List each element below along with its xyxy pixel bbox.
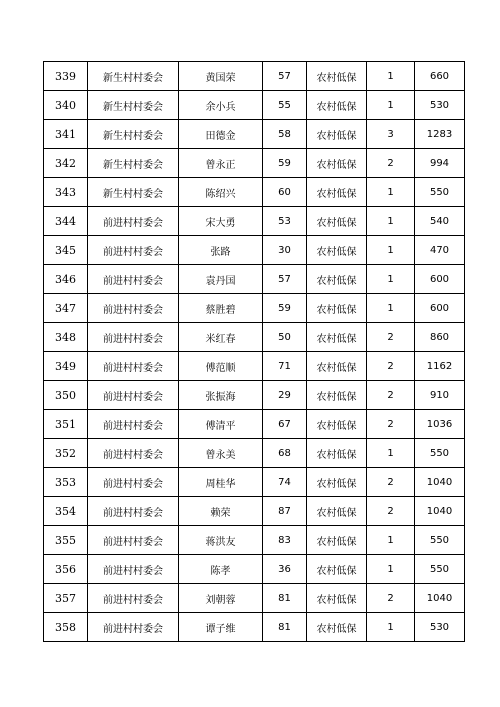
amount-cell: 470	[415, 236, 465, 265]
village-committee-cell: 前进村村委会	[88, 294, 179, 323]
person-name-cell: 刘朝蓉	[179, 584, 263, 613]
table-row	[44, 439, 465, 468]
household-count-cell: 2	[367, 323, 415, 352]
amount-cell: 1040	[415, 584, 465, 613]
amount-cell: 540	[415, 207, 465, 236]
serial-number-cell: 350	[44, 381, 88, 410]
amount-cell: 1040	[415, 497, 465, 526]
table-row	[44, 613, 465, 642]
age-cell: 59	[263, 149, 307, 178]
table-row	[44, 120, 465, 149]
age-cell: 57	[263, 265, 307, 294]
serial-number-cell: 357	[44, 584, 88, 613]
village-committee-cell: 前进村村委会	[88, 526, 179, 555]
amount-cell: 1036	[415, 410, 465, 439]
village-committee-cell: 前进村村委会	[88, 265, 179, 294]
relief-type-cell: 农村低保	[307, 381, 367, 410]
person-name-cell: 赖荣	[179, 497, 263, 526]
amount-cell: 550	[415, 439, 465, 468]
household-count-cell: 1	[367, 294, 415, 323]
person-name-cell: 余小兵	[179, 91, 263, 120]
person-name-cell: 傅清平	[179, 410, 263, 439]
village-committee-cell: 前进村村委会	[88, 439, 179, 468]
person-name-cell: 蒋洪友	[179, 526, 263, 555]
age-cell: 29	[263, 381, 307, 410]
table-row	[44, 265, 465, 294]
serial-number-cell: 358	[44, 613, 88, 642]
relief-type-cell: 农村低保	[307, 468, 367, 497]
table-row	[44, 555, 465, 584]
table-row	[44, 178, 465, 207]
relief-type-cell: 农村低保	[307, 236, 367, 265]
relief-type-cell: 农村低保	[307, 555, 367, 584]
relief-type-cell: 农村低保	[307, 410, 367, 439]
amount-cell: 550	[415, 555, 465, 584]
serial-number-cell: 342	[44, 149, 88, 178]
amount-cell: 550	[415, 526, 465, 555]
age-cell: 58	[263, 120, 307, 149]
age-cell: 87	[263, 497, 307, 526]
age-cell: 68	[263, 439, 307, 468]
amount-cell: 550	[415, 178, 465, 207]
amount-cell: 1283	[415, 120, 465, 149]
village-committee-cell: 新生村村委会	[88, 91, 179, 120]
village-committee-cell: 前进村村委会	[88, 584, 179, 613]
household-count-cell: 1	[367, 207, 415, 236]
age-cell: 55	[263, 91, 307, 120]
household-count-cell: 2	[367, 381, 415, 410]
amount-cell: 910	[415, 381, 465, 410]
village-committee-cell: 前进村村委会	[88, 555, 179, 584]
relief-type-cell: 农村低保	[307, 323, 367, 352]
relief-type-cell: 农村低保	[307, 352, 367, 381]
table-row	[44, 410, 465, 439]
table-row	[44, 352, 465, 381]
person-name-cell: 曾永正	[179, 149, 263, 178]
household-count-cell: 2	[367, 410, 415, 439]
relief-type-cell: 农村低保	[307, 207, 367, 236]
household-count-cell: 1	[367, 91, 415, 120]
person-name-cell: 蔡胜碧	[179, 294, 263, 323]
relief-type-cell: 农村低保	[307, 265, 367, 294]
village-committee-cell: 前进村村委会	[88, 323, 179, 352]
serial-number-cell: 345	[44, 236, 88, 265]
relief-type-cell: 农村低保	[307, 62, 367, 91]
serial-number-cell: 339	[44, 62, 88, 91]
relief-type-cell: 农村低保	[307, 439, 367, 468]
serial-number-cell: 346	[44, 265, 88, 294]
serial-number-cell: 341	[44, 120, 88, 149]
age-cell: 83	[263, 526, 307, 555]
serial-number-cell: 355	[44, 526, 88, 555]
table-row	[44, 91, 465, 120]
relief-type-cell: 农村低保	[307, 294, 367, 323]
serial-number-cell: 340	[44, 91, 88, 120]
amount-cell: 994	[415, 149, 465, 178]
table-row	[44, 468, 465, 497]
amount-cell: 600	[415, 294, 465, 323]
village-committee-cell: 前进村村委会	[88, 410, 179, 439]
table-row	[44, 323, 465, 352]
relief-roster-table	[43, 61, 465, 642]
relief-type-cell: 农村低保	[307, 91, 367, 120]
age-cell: 71	[263, 352, 307, 381]
age-cell: 36	[263, 555, 307, 584]
village-committee-cell: 新生村村委会	[88, 120, 179, 149]
table-body	[44, 62, 465, 642]
person-name-cell: 张路	[179, 236, 263, 265]
village-committee-cell: 前进村村委会	[88, 352, 179, 381]
village-committee-cell: 新生村村委会	[88, 149, 179, 178]
age-cell: 74	[263, 468, 307, 497]
age-cell: 60	[263, 178, 307, 207]
person-name-cell: 陈孝	[179, 555, 263, 584]
table-row	[44, 149, 465, 178]
table-row	[44, 236, 465, 265]
age-cell: 30	[263, 236, 307, 265]
age-cell: 59	[263, 294, 307, 323]
relief-type-cell: 农村低保	[307, 178, 367, 207]
household-count-cell: 3	[367, 120, 415, 149]
household-count-cell: 2	[367, 149, 415, 178]
person-name-cell: 傅范顺	[179, 352, 263, 381]
household-count-cell: 1	[367, 62, 415, 91]
household-count-cell: 2	[367, 352, 415, 381]
serial-number-cell: 351	[44, 410, 88, 439]
relief-type-cell: 农村低保	[307, 120, 367, 149]
person-name-cell: 曾永美	[179, 439, 263, 468]
household-count-cell: 1	[367, 613, 415, 642]
table-row	[44, 584, 465, 613]
serial-number-cell: 353	[44, 468, 88, 497]
household-count-cell: 1	[367, 236, 415, 265]
age-cell: 81	[263, 613, 307, 642]
age-cell: 50	[263, 323, 307, 352]
relief-type-cell: 农村低保	[307, 149, 367, 178]
household-count-cell: 1	[367, 178, 415, 207]
amount-cell: 600	[415, 265, 465, 294]
table-row	[44, 381, 465, 410]
table-row	[44, 526, 465, 555]
table-row	[44, 497, 465, 526]
person-name-cell: 宋大勇	[179, 207, 263, 236]
relief-type-cell: 农村低保	[307, 613, 367, 642]
household-count-cell: 1	[367, 439, 415, 468]
village-committee-cell: 前进村村委会	[88, 613, 179, 642]
household-count-cell: 2	[367, 584, 415, 613]
table-row	[44, 207, 465, 236]
amount-cell: 660	[415, 62, 465, 91]
person-name-cell: 张振海	[179, 381, 263, 410]
serial-number-cell: 347	[44, 294, 88, 323]
village-committee-cell: 前进村村委会	[88, 468, 179, 497]
serial-number-cell: 356	[44, 555, 88, 584]
age-cell: 81	[263, 584, 307, 613]
village-committee-cell: 前进村村委会	[88, 207, 179, 236]
age-cell: 67	[263, 410, 307, 439]
amount-cell: 860	[415, 323, 465, 352]
relief-type-cell: 农村低保	[307, 497, 367, 526]
amount-cell: 1162	[415, 352, 465, 381]
relief-type-cell: 农村低保	[307, 584, 367, 613]
person-name-cell: 田德金	[179, 120, 263, 149]
household-count-cell: 1	[367, 265, 415, 294]
person-name-cell: 黄国荣	[179, 62, 263, 91]
household-count-cell: 1	[367, 526, 415, 555]
household-count-cell: 2	[367, 497, 415, 526]
serial-number-cell: 343	[44, 178, 88, 207]
household-count-cell: 1	[367, 555, 415, 584]
person-name-cell: 陈绍兴	[179, 178, 263, 207]
person-name-cell: 周桂华	[179, 468, 263, 497]
serial-number-cell: 344	[44, 207, 88, 236]
age-cell: 57	[263, 62, 307, 91]
person-name-cell: 袁丹国	[179, 265, 263, 294]
age-cell: 53	[263, 207, 307, 236]
table-row	[44, 62, 465, 91]
person-name-cell: 谭子维	[179, 613, 263, 642]
table-row	[44, 294, 465, 323]
village-committee-cell: 前进村村委会	[88, 497, 179, 526]
amount-cell: 1040	[415, 468, 465, 497]
village-committee-cell: 前进村村委会	[88, 381, 179, 410]
village-committee-cell: 新生村村委会	[88, 62, 179, 91]
amount-cell: 530	[415, 613, 465, 642]
household-count-cell: 2	[367, 468, 415, 497]
relief-type-cell: 农村低保	[307, 526, 367, 555]
serial-number-cell: 354	[44, 497, 88, 526]
serial-number-cell: 349	[44, 352, 88, 381]
serial-number-cell: 352	[44, 439, 88, 468]
amount-cell: 530	[415, 91, 465, 120]
village-committee-cell: 新生村村委会	[88, 178, 179, 207]
person-name-cell: 米红春	[179, 323, 263, 352]
serial-number-cell: 348	[44, 323, 88, 352]
village-committee-cell: 前进村村委会	[88, 236, 179, 265]
